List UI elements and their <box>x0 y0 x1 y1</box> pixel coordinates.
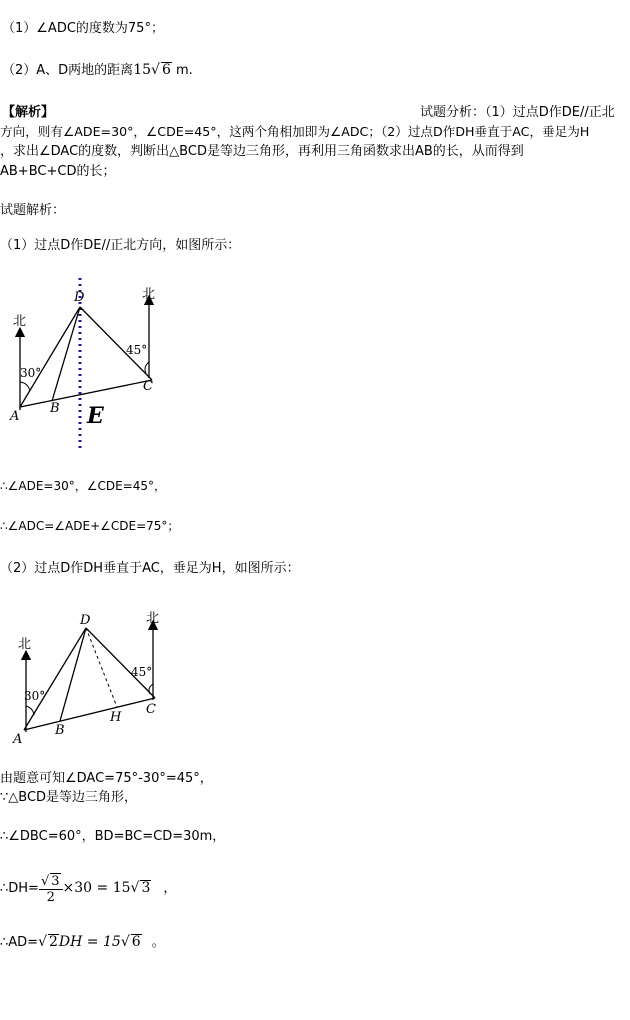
answer-2-text: （2）A、D两地的距离 <box>2 63 134 78</box>
fig2-label-c: C <box>146 702 156 717</box>
solution-title: 试题解析： <box>0 203 66 218</box>
step-6-prefix: ∴DH= <box>0 881 39 896</box>
angle-arc-left <box>20 382 30 391</box>
answer-2-unit: m. <box>171 63 193 78</box>
fig2-label-d: D <box>80 613 91 628</box>
fig1-label-e: E <box>87 403 104 429</box>
fig2-north-right: 北 <box>146 611 160 626</box>
solution-step-2: ∴∠ADC=∠ADE+∠CDE=75°； <box>0 519 180 533</box>
line-ad <box>20 307 80 407</box>
fig1-angle-45: 45° <box>126 343 148 357</box>
fraction-numerator: √ 3 <box>39 873 63 890</box>
solution-step-3: 由题意可知∠DAC=75°-30°=45°， <box>0 771 213 786</box>
answer-1: （1）∠ADC的度数为75°； <box>2 21 164 36</box>
fig1-north-right: 北 <box>142 287 156 302</box>
step-7-sqrt2: √ 2 <box>38 934 58 950</box>
numerator-radicand: 3 <box>51 873 60 889</box>
fig2-line-dc <box>86 628 155 698</box>
step-7-prefix: ∴AD= <box>0 935 39 950</box>
step-6-sqrt: √ 3 <box>130 880 151 896</box>
step-6-rest: ×30 = 15 <box>62 880 131 896</box>
analysis-line-2: ，求出∠DAC的度数，判断出△BCD是等边三角形，再利用三角函数求出AB的长，从而得到 <box>0 144 524 159</box>
fig2-north-left: 北 <box>18 637 32 652</box>
step-7-radicand-2: 6 <box>131 934 141 950</box>
analysis-line-1: 方向，则有∠ADE=30°，∠CDE=45°，这两个角相加即为∠ADC；（2）过点D作DH垂直于AC，垂足为H <box>0 124 590 139</box>
fig1-label-d: D <box>74 290 85 305</box>
fig2-angle-arc-left <box>26 706 34 715</box>
step-7-radicand-1: 2 <box>49 934 58 950</box>
solution-step-7 <box>0 934 165 951</box>
fig2-line-ad <box>24 628 86 730</box>
solution-part-1: （1）过点D作DE//正北方向，如图所示： <box>0 238 241 253</box>
line-ac <box>20 380 152 407</box>
fig1-label-a: A <box>10 409 20 424</box>
answer-2-coef: 15 <box>133 62 152 78</box>
solution-step-5: ∴∠DBC=60°，BD=BC=CD=30m， <box>0 829 226 844</box>
solution-step-6 <box>0 868 176 909</box>
solution-step-4: ∵△BCD是等边三角形， <box>0 790 138 805</box>
solution-part-2: （2）过点D作DH垂直于AC，垂足为H，如图所示： <box>0 561 300 576</box>
step-6-end: ， <box>163 881 177 896</box>
line-bd <box>52 307 80 401</box>
fig2-label-h: H <box>110 710 122 725</box>
fig2-line-dh <box>86 628 117 707</box>
fraction-sqrt3-over-2 <box>39 873 63 905</box>
step-7-sqrt6: √ 6 <box>120 934 141 950</box>
step-7-end: 。 <box>151 935 165 950</box>
fig2-label-b: B <box>55 723 65 738</box>
analysis-label: 【解析】 <box>2 105 55 120</box>
fig1-north-left: 北 <box>13 314 27 329</box>
fig2-label-a: A <box>13 732 23 747</box>
analysis-line-3: AB+BC+CD的长； <box>0 164 116 179</box>
fig1-label-c: C <box>143 379 153 394</box>
fig1-angle-30: 30° <box>20 366 42 380</box>
fig2-angle-30: 30° <box>24 689 46 703</box>
figure-2 <box>0 600 180 750</box>
fraction-denominator: 2 <box>46 889 55 905</box>
answer-2-radicand: 6 <box>161 62 171 78</box>
step-7-mid: DH = 15 <box>58 934 121 950</box>
analysis-header-right: 试题分析：（1）过点D作DE//正北 <box>420 105 615 120</box>
solution-step-1: ∴∠ADE=30°，∠CDE=45°， <box>0 479 167 493</box>
figure-1 <box>0 270 200 460</box>
fig2-line-bd <box>60 628 86 721</box>
step-6-radicand: 3 <box>141 880 151 896</box>
answer-2 <box>2 62 193 79</box>
fig2-angle-45: 45° <box>131 665 153 679</box>
fig1-label-b: B <box>50 401 60 416</box>
answer-2-value: 15√ 6 <box>133 62 171 78</box>
